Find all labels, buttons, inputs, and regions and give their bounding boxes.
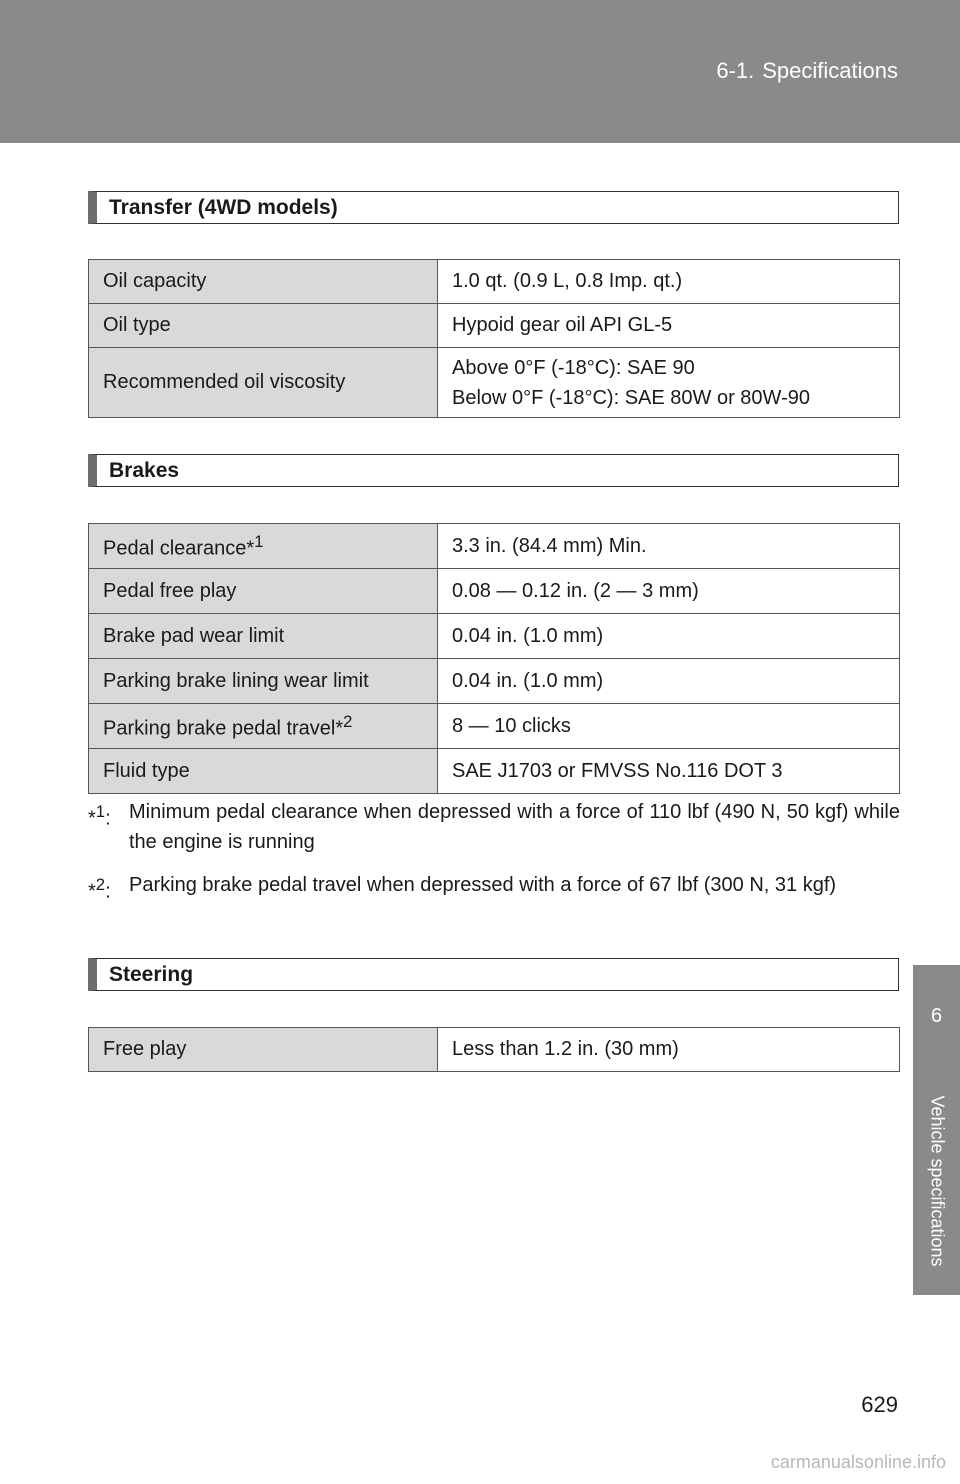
- table-row: [89, 569, 900, 614]
- section-title: Specifications: [762, 58, 898, 83]
- watermark: carmanualsonline.info: [770, 1452, 946, 1472]
- table-row: [89, 704, 900, 749]
- spec-label: Pedal free play: [89, 569, 438, 614]
- page-number: 629: [861, 1392, 898, 1417]
- spec-value-line: Above 0°F (-18°C): SAE 90: [452, 356, 695, 379]
- spec-label-text: Pedal clearance*: [103, 537, 255, 560]
- footnote-ref: 1: [254, 531, 264, 551]
- chapter-number: 6: [930, 1004, 943, 1027]
- spec-value: 1.0 qt. (0.9 L, 0.8 Imp. qt.): [438, 260, 900, 304]
- chapter-tab-label: [913, 1067, 960, 1295]
- footnote-1: [88, 797, 900, 857]
- table-row: [89, 659, 900, 704]
- spec-value: 3.3 in. (84.4 mm) Min.: [438, 524, 900, 569]
- chapter-tab-number: [913, 965, 960, 1067]
- chapter-title: Vehicle specifications: [927, 1095, 947, 1267]
- table-row: [89, 260, 900, 304]
- spec-label: Oil type: [89, 304, 438, 348]
- spec-label: Recommended oil viscosity: [89, 348, 438, 418]
- spec-label-text: Parking brake pedal travel*: [103, 717, 344, 740]
- section-heading-steering: Steering: [88, 958, 899, 991]
- spec-label: Parking brake lining wear limit: [89, 659, 438, 704]
- header-band: [0, 0, 960, 143]
- steering-table: [88, 1027, 900, 1072]
- table-row: [89, 524, 900, 569]
- spec-value: Hypoid gear oil API GL-5: [438, 304, 900, 348]
- table-row: [89, 749, 900, 794]
- spec-value: [438, 348, 900, 418]
- spec-value: 0.04 in. (1.0 mm): [438, 659, 900, 704]
- footnote-text: Minimum pedal clearance when depressed with a force of 110 lbf (490 N, 50 kgf) while the engine is running: [129, 801, 900, 853]
- spec-value: SAE J1703 or FMVSS No.116 DOT 3: [438, 749, 900, 794]
- table-row: [89, 304, 900, 348]
- spec-value: 8 — 10 clicks: [438, 704, 900, 749]
- spec-label: Fluid type: [89, 749, 438, 794]
- footnote-ref: 2: [343, 711, 353, 731]
- spec-label: Oil capacity: [89, 260, 438, 304]
- spec-label: Free play: [89, 1028, 438, 1072]
- section-header: [716, 58, 898, 84]
- section-heading-transfer: Transfer (4WD models): [88, 191, 899, 224]
- spec-value-line: Below 0°F (-18°C): SAE 80W or 80W-90: [452, 386, 810, 409]
- table-row: [89, 348, 900, 418]
- footnote-mark: *$^2$:: [88, 875, 111, 903]
- spec-label: [89, 524, 438, 569]
- table-row: [89, 1028, 900, 1072]
- spec-label: [89, 704, 438, 749]
- transfer-table: [88, 259, 900, 418]
- table-row: [89, 614, 900, 659]
- spec-value: 0.08 — 0.12 in. (2 — 3 mm): [438, 569, 900, 614]
- section-number: 6-1.: [716, 58, 755, 83]
- spec-value: Less than 1.2 in. (30 mm): [438, 1028, 900, 1072]
- brakes-table: [88, 523, 900, 794]
- section-heading-brakes: Brakes: [88, 454, 899, 487]
- spec-label: Brake pad wear limit: [89, 614, 438, 659]
- spec-value: 0.04 in. (1.0 mm): [438, 614, 900, 659]
- footnote-2: [88, 870, 900, 903]
- footnote-text: Parking brake pedal travel when depressed with a force of 67 lbf (300 N, 31 kgf): [129, 874, 837, 896]
- footnote-mark: *$^1$:: [88, 802, 111, 830]
